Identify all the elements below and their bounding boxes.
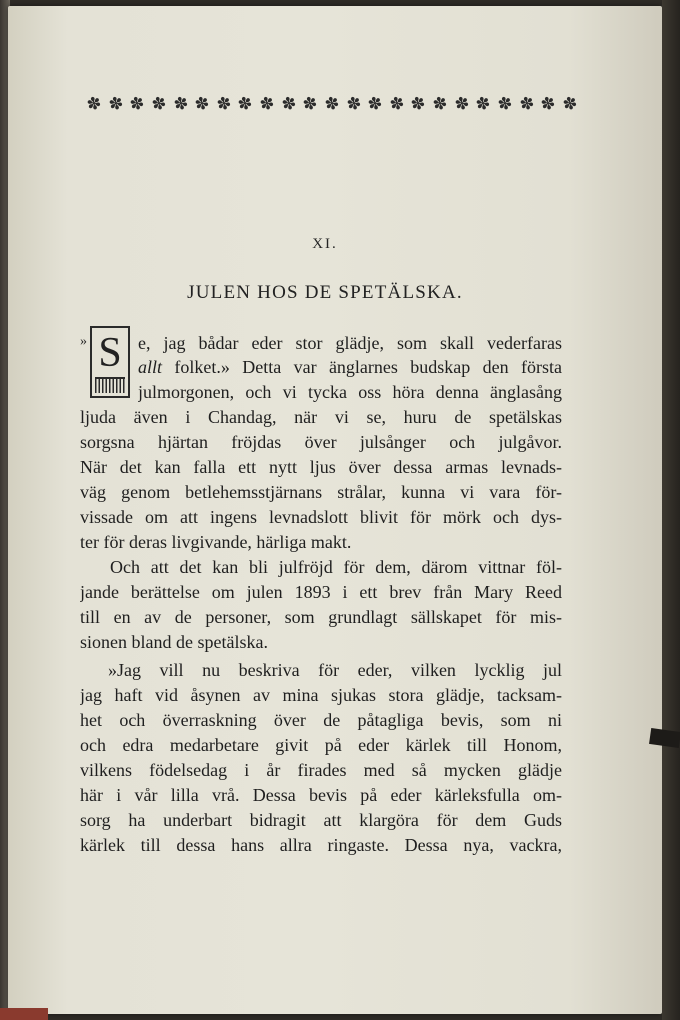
drop-cap-ornament xyxy=(95,377,125,393)
chapter-number: XI. xyxy=(312,236,338,252)
flower-ornament-icon: ✽ xyxy=(491,91,517,117)
text-line: »Jag vill nu beskriva för eder, vilken lycklig jul xyxy=(108,660,562,680)
ornament-border xyxy=(81,91,581,117)
drop-cap-letter: S xyxy=(98,330,122,376)
text-line: jande berättelse om julen 1893 i ett brev från Mary Reed xyxy=(80,582,562,602)
flower-ornament-icon: ✽ xyxy=(448,91,473,117)
flower-ornament-icon: ✽ xyxy=(275,91,300,117)
text-line: Och att det kan bli julfröjd för dem, därom vittnar föl- xyxy=(110,557,562,577)
text-line: kärlek till dessa hans allra ringaste. Dessa nya, vackra, xyxy=(80,835,562,855)
text-line: jag haft vid åsynen av mina sjukas stora glädje, tacksam- xyxy=(80,685,562,705)
opening-quote-mark: » xyxy=(80,334,87,349)
flower-ornament-icon: ✽ xyxy=(556,91,581,117)
text-line: När det kan falla ett nytt ljus över dessa armas levnads- xyxy=(80,457,562,477)
flower-ornament-icon: ✽ xyxy=(405,91,430,117)
text-line: het och överraskning över de påtagliga bevis, som ni xyxy=(80,710,562,730)
flower-ornament-icon: ✽ xyxy=(535,91,560,117)
cover-corner xyxy=(0,1008,48,1020)
flower-ornament-icon: ✽ xyxy=(189,91,214,117)
text-line: väg genom betlehemsstjärnans strålar, kunna vi vara för- xyxy=(80,482,562,502)
text-line: sorg ha underbart bidragit att klargöra för dem Guds xyxy=(80,810,562,830)
text-line: och edra medarbetare givit på eder kärlek till Honom, xyxy=(80,735,562,755)
flower-ornament-icon: ✽ xyxy=(145,91,171,117)
flower-ornament-icon: ✽ xyxy=(81,91,106,117)
flower-ornament-icon: ✽ xyxy=(362,91,387,117)
text-line: sorgsna hjärtan fröjdas över julsånger och julgåvor. xyxy=(80,432,562,452)
text-line: till en av de personer, som grundlagt sällskapet för mis- xyxy=(80,607,562,627)
drop-cap xyxy=(90,326,130,398)
flower-ornament-icon: ✽ xyxy=(340,91,365,117)
flower-ornament-icon: ✽ xyxy=(232,91,257,117)
flower-ornament-icon: ✽ xyxy=(102,91,127,117)
flower-ornament-icon: ✽ xyxy=(210,91,235,117)
italic-word: allt xyxy=(138,357,163,377)
text-line: julmorgonen, och vi tycka oss höra denna änglasång xyxy=(138,382,562,402)
flower-ornament-icon: ✽ xyxy=(254,91,279,117)
flower-ornament-icon: ✽ xyxy=(470,91,495,117)
text-line xyxy=(138,355,562,379)
flower-ornament-icon: ✽ xyxy=(318,91,344,117)
text-span: folket.» Detta var änglarnes budskap den första xyxy=(162,357,562,377)
flower-ornament-icon: ✽ xyxy=(383,91,408,117)
flower-ornament-icon: ✽ xyxy=(167,91,192,117)
text-line: e, jag bådar eder stor glädje, som skall vederfaras xyxy=(138,333,562,353)
text-line: ljuda även i Chandag, när vi se, huru de spetälskas xyxy=(80,407,562,427)
chapter-title: JULEN HOS DE SPETÄLSKA. xyxy=(187,282,463,303)
text-line: här i vår lilla vrå. Dessa bevis på eder kärleksfulla om- xyxy=(80,785,562,805)
text-line: ter för deras livgivande, härliga makt. xyxy=(80,532,352,552)
flower-ornament-icon: ✽ xyxy=(427,91,452,117)
flower-ornament-icon: ✽ xyxy=(297,91,322,117)
text-line: vilkens födelsedag i år firades med så mycken glädje xyxy=(80,760,562,780)
flower-ornament-icon: ✽ xyxy=(124,91,149,117)
text-line: vissade om att ingens levnadslott blivit för mörk och dys- xyxy=(80,507,562,527)
book-binding-right xyxy=(662,0,680,1020)
text-line: sionen bland de spetälska. xyxy=(80,632,268,652)
flower-ornament-icon: ✽ xyxy=(513,91,538,117)
